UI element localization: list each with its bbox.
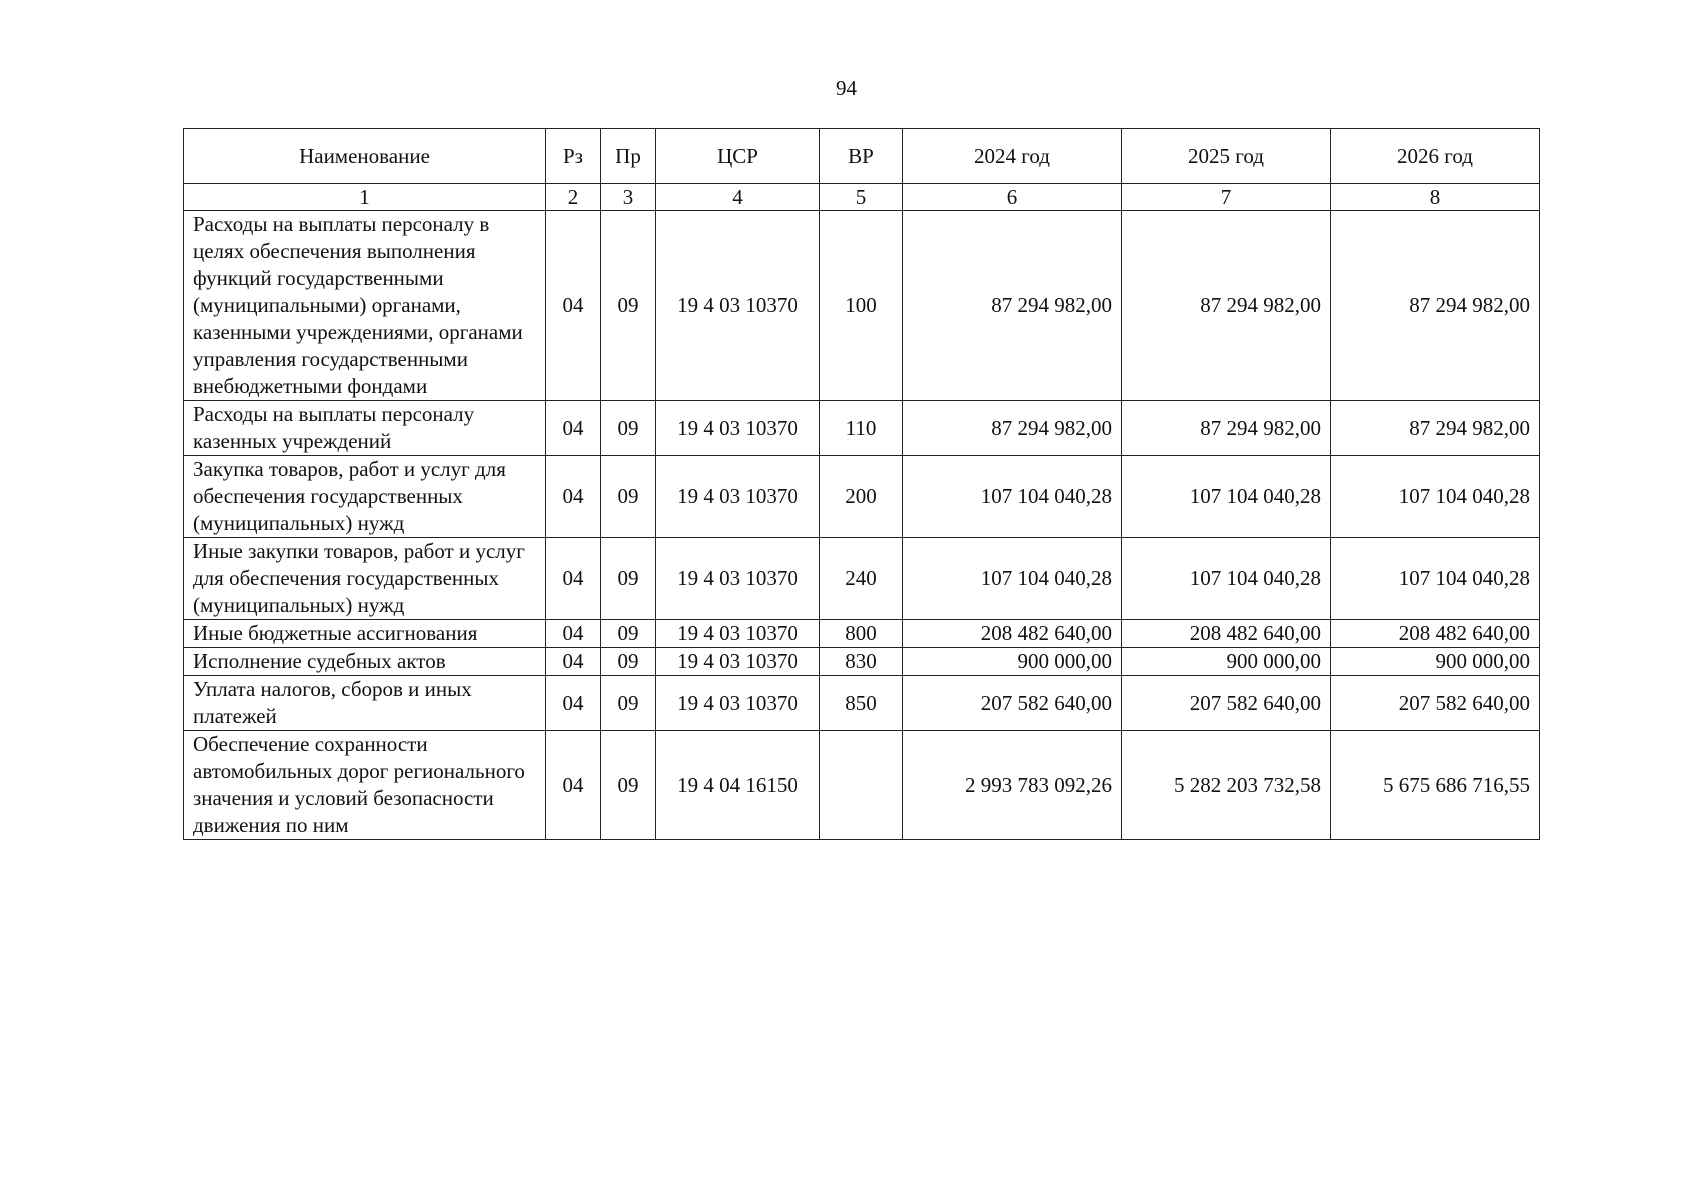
row-amount-2026: 207 582 640,00 — [1331, 676, 1540, 731]
row-amount-2024: 2 993 783 092,26 — [903, 731, 1122, 840]
row-rz: 04 — [546, 731, 601, 840]
page-number: 94 — [836, 76, 857, 100]
row-amount-2024: 107 104 040,28 — [903, 538, 1122, 620]
column-index: 5 — [820, 184, 903, 211]
row-csr: 19 4 03 10370 — [656, 538, 820, 620]
budget-table — [183, 128, 1540, 840]
column-index: 4 — [656, 184, 820, 211]
row-amount-2024: 900 000,00 — [903, 648, 1122, 676]
row-pr: 09 — [601, 676, 656, 731]
row-pr: 09 — [601, 401, 656, 456]
row-amount-2026: 5 675 686 716,55 — [1331, 731, 1540, 840]
column-index: 8 — [1331, 184, 1540, 211]
row-vr — [820, 731, 903, 840]
header-2025: 2025 год — [1122, 129, 1331, 184]
row-name: Расходы на выплаты персоналу в целях обеспечения выполнения функций государственными (муниципальными) органами, казенными учреждениями, органами управления государственными внебюджетными фондами — [184, 211, 546, 401]
row-name: Исполнение судебных актов — [184, 648, 546, 676]
table-row — [184, 676, 1540, 731]
header-vr: ВР — [820, 129, 903, 184]
row-amount-2025: 87 294 982,00 — [1122, 211, 1331, 401]
row-pr: 09 — [601, 648, 656, 676]
table-row — [184, 211, 1540, 401]
row-amount-2026: 87 294 982,00 — [1331, 211, 1540, 401]
row-vr: 830 — [820, 648, 903, 676]
row-amount-2026: 107 104 040,28 — [1331, 456, 1540, 538]
table-row — [184, 456, 1540, 538]
row-rz: 04 — [546, 456, 601, 538]
row-amount-2025: 207 582 640,00 — [1122, 676, 1331, 731]
row-pr: 09 — [601, 538, 656, 620]
row-rz: 04 — [546, 648, 601, 676]
row-csr: 19 4 03 10370 — [656, 401, 820, 456]
row-pr: 09 — [601, 456, 656, 538]
column-index: 6 — [903, 184, 1122, 211]
row-amount-2026: 87 294 982,00 — [1331, 401, 1540, 456]
row-vr: 110 — [820, 401, 903, 456]
row-pr: 09 — [601, 620, 656, 648]
table-row — [184, 538, 1540, 620]
row-amount-2026: 900 000,00 — [1331, 648, 1540, 676]
row-amount-2025: 107 104 040,28 — [1122, 456, 1331, 538]
row-amount-2024: 87 294 982,00 — [903, 211, 1122, 401]
column-index: 1 — [184, 184, 546, 211]
row-vr: 240 — [820, 538, 903, 620]
row-amount-2024: 87 294 982,00 — [903, 401, 1122, 456]
row-name: Уплата налогов, сборов и иных платежей — [184, 676, 546, 731]
column-index: 7 — [1122, 184, 1331, 211]
table-row — [184, 648, 1540, 676]
row-csr: 19 4 03 10370 — [656, 456, 820, 538]
row-vr: 850 — [820, 676, 903, 731]
row-csr: 19 4 03 10370 — [656, 211, 820, 401]
row-pr: 09 — [601, 211, 656, 401]
row-rz: 04 — [546, 620, 601, 648]
row-amount-2025: 900 000,00 — [1122, 648, 1331, 676]
column-index: 3 — [601, 184, 656, 211]
row-amount-2025: 107 104 040,28 — [1122, 538, 1331, 620]
table-row — [184, 731, 1540, 840]
header-rz: Рз — [546, 129, 601, 184]
header-csr: ЦСР — [656, 129, 820, 184]
row-amount-2024: 208 482 640,00 — [903, 620, 1122, 648]
row-pr: 09 — [601, 731, 656, 840]
row-amount-2024: 107 104 040,28 — [903, 456, 1122, 538]
row-name: Расходы на выплаты персоналу казенных учреждений — [184, 401, 546, 456]
row-rz: 04 — [546, 401, 601, 456]
row-name: Иные закупки товаров, работ и услуг для обеспечения государственных (муниципальных) нужд — [184, 538, 546, 620]
table-row — [184, 620, 1540, 648]
row-csr: 19 4 03 10370 — [656, 676, 820, 731]
row-amount-2026: 107 104 040,28 — [1331, 538, 1540, 620]
row-csr: 19 4 03 10370 — [656, 648, 820, 676]
header-2026: 2026 год — [1331, 129, 1540, 184]
row-vr: 200 — [820, 456, 903, 538]
header-row — [184, 129, 1540, 184]
row-rz: 04 — [546, 538, 601, 620]
row-csr: 19 4 04 16150 — [656, 731, 820, 840]
row-amount-2025: 208 482 640,00 — [1122, 620, 1331, 648]
row-name: Закупка товаров, работ и услуг для обеспечения государственных (муниципальных) нужд — [184, 456, 546, 538]
row-name: Обеспечение сохранности автомобильных дорог регионального значения и условий безопасности движения по ним — [184, 731, 546, 840]
row-csr: 19 4 03 10370 — [656, 620, 820, 648]
table-row — [184, 401, 1540, 456]
row-name: Иные бюджетные ассигнования — [184, 620, 546, 648]
row-amount-2024: 207 582 640,00 — [903, 676, 1122, 731]
row-vr: 100 — [820, 211, 903, 401]
row-rz: 04 — [546, 676, 601, 731]
header-pr: Пр — [601, 129, 656, 184]
column-index-row — [184, 184, 1540, 211]
row-amount-2025: 87 294 982,00 — [1122, 401, 1331, 456]
row-rz: 04 — [546, 211, 601, 401]
column-index: 2 — [546, 184, 601, 211]
header-2024: 2024 год — [903, 129, 1122, 184]
row-vr: 800 — [820, 620, 903, 648]
row-amount-2026: 208 482 640,00 — [1331, 620, 1540, 648]
header-name: Наименование — [184, 129, 546, 184]
row-amount-2025: 5 282 203 732,58 — [1122, 731, 1331, 840]
